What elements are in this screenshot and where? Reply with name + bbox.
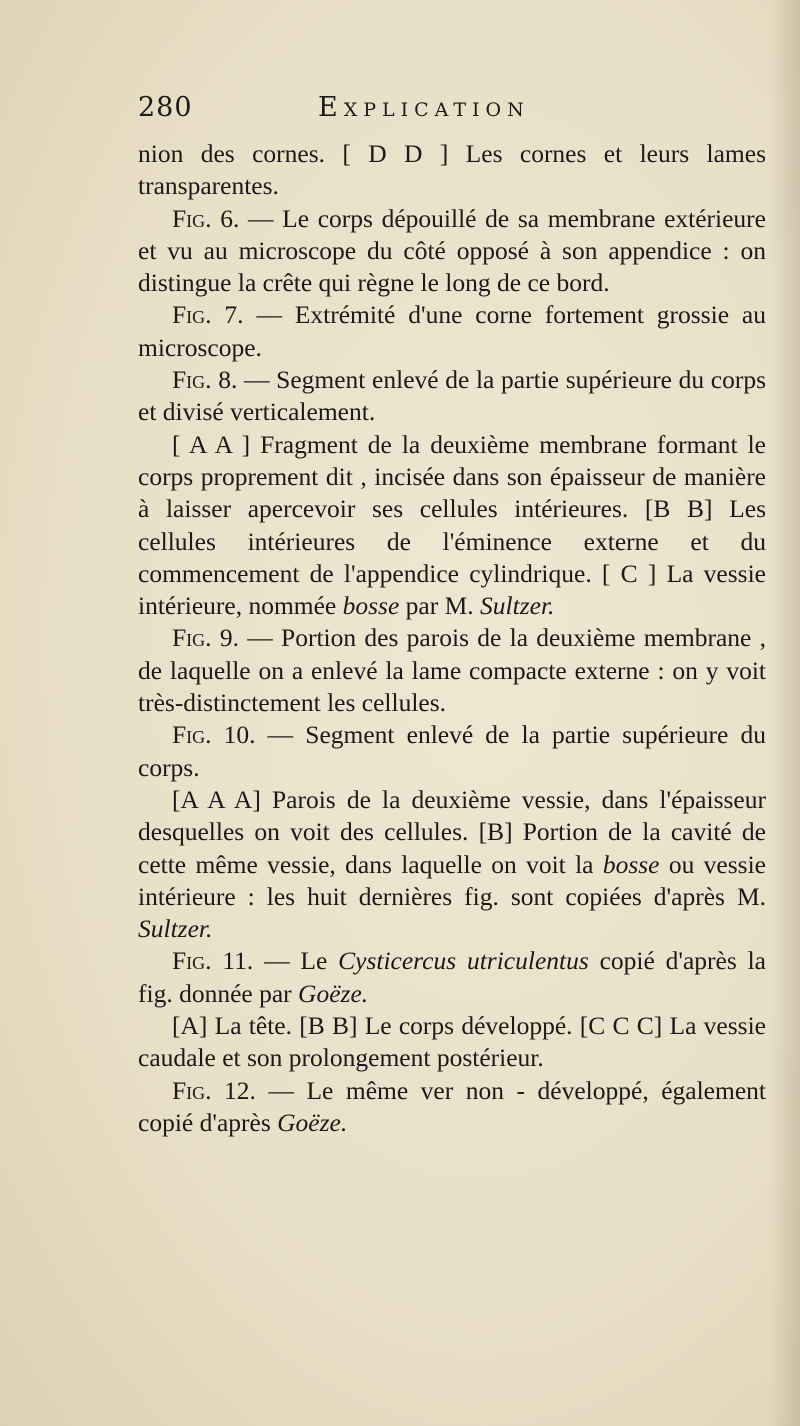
book-page [138,92,766,1139]
figure-label: Fig. 6. [172,203,240,233]
italic-text: bosse [342,591,400,621]
paragraph [138,719,766,784]
figure-label: Fig. 7. [172,300,244,330]
text-run: [A A A] Parois de la deuxième vessie, dans l'épaisseur desquelles on voit des cellules. [B] Portion de la cavité de cette même vessie, dans laquelle on voit la [138,784,766,879]
figure-label: Fig. 9. [172,623,239,653]
page-number: 280 [138,92,193,123]
text-run: — Segment enlevé de la partie supérieure du corps. [138,720,766,782]
text-run: [ A A ] Fragment de la deuxième membrane formant le corps proprement dit , incisée dans son épaisseur de manière à laisser apercevoir ses cellules intérieures. [B B] Les cellules intérieures de l'éminence externe et du commencement de l'appendice cylindrique. [ C ] La vessie intérieure, nommée [138,429,766,621]
text-run: — Extrémité d'une corne fortement grossie au microscope. [138,300,766,362]
page-edge-shadow [770,0,800,1426]
paragraph [138,299,766,364]
paragraph [138,138,766,203]
text-run: [A] La tête. [B B] Le corps développé. [C C C] La vessie caudale et son prolongement postérieur. [138,1011,766,1073]
italic-text: Goëze. [298,978,369,1008]
paragraph [138,1010,766,1075]
paragraph [138,945,766,1010]
italic-text: Goëze. [277,1107,348,1137]
italic-text: bosse [602,849,660,879]
paragraph [138,622,766,719]
paragraph [138,784,766,945]
body-text [138,138,766,1139]
text-run: — Portion des parois de la deuxième membrane , de laquelle on a enlevé la lame compacte externe : on y voit très-distinctement les cellules. [138,623,766,718]
text-run: — Le [253,946,339,976]
figure-label: Fig. 8. [172,365,238,395]
text-run: — Le même ver non - développé, également copié d'après [138,1075,766,1137]
running-title: Explication [318,92,530,123]
italic-text: Sultzer. [138,914,213,944]
text-run: par M. [399,591,481,621]
paragraph [138,203,766,300]
italic-text: Cysticercus utriculentus [338,946,589,976]
running-head [138,92,766,138]
text-run: nion des cornes. [ D D ] Les cornes et leurs lames transparentes. [138,139,766,201]
figure-label: Fig. 11. [172,946,254,976]
text-run: copié d'après la fig. donnée par [138,946,766,1008]
paragraph [138,429,766,623]
italic-text: Sultzer. [480,591,555,621]
figure-label: Fig. 12. [172,1075,256,1105]
paragraph [138,1075,766,1140]
text-run: ou vessie intérieure : les huit dernières fig. sont copiées d'après M. [138,849,766,911]
paragraph [138,364,766,429]
figure-label: Fig. 10. [172,720,256,750]
text-run: — Segment enlevé de la partie supérieure du corps et divisé verticalement. [138,365,766,427]
text-run: — Le corps dépouillé de sa membrane extérieure et vu au microscope du côté opposé à son appendice : on distingue la crête qui règne le long de ce bord. [138,203,766,298]
